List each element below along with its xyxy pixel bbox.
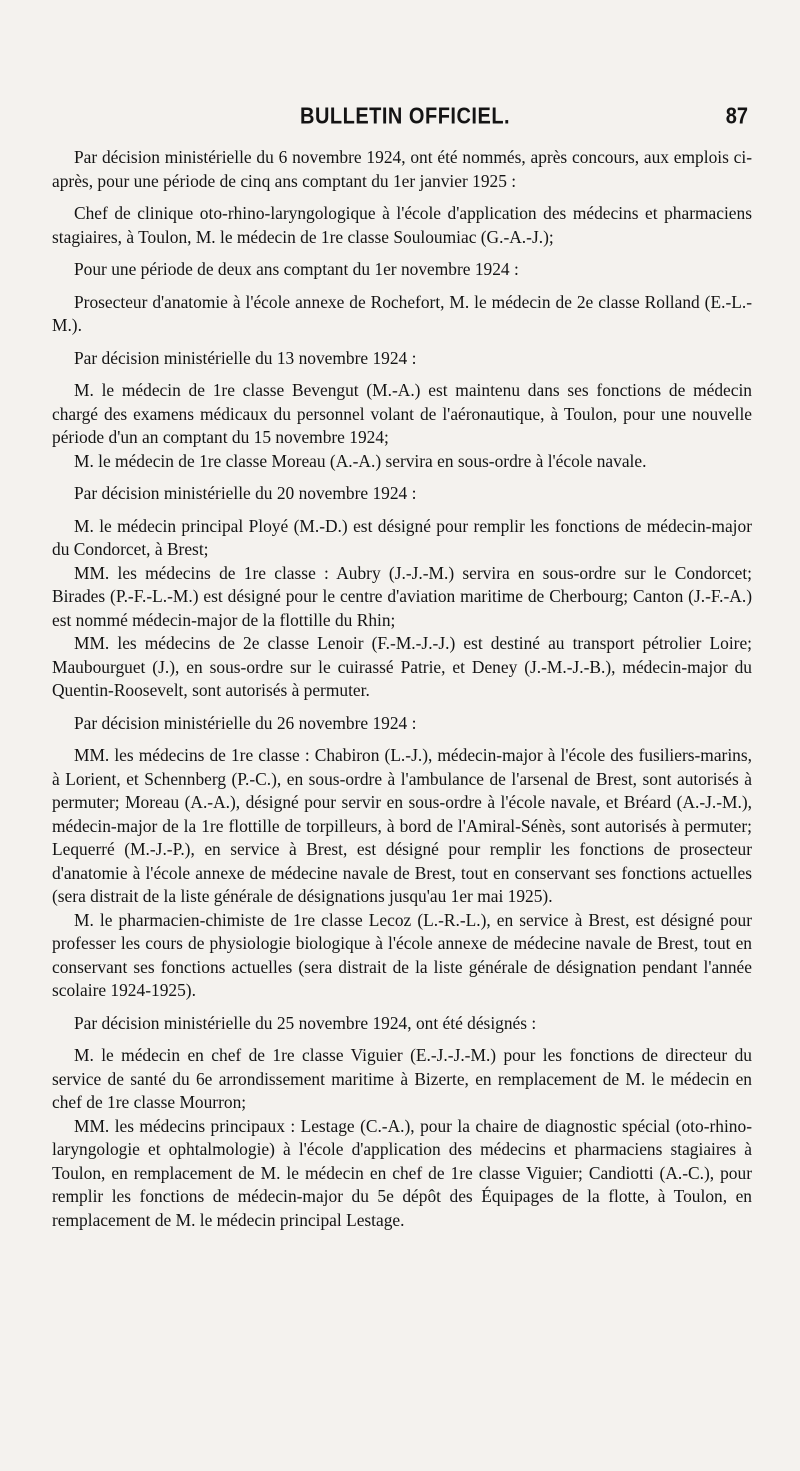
paragraph: MM. les médecins de 1re classe : Aubry (J.-J.-M.) servira en sous-ordre sur le Condorcet; Birades (P.-F.-L.-M.) est désigné pour le centre d'aviation maritime de Cherbourg; Canton (J.-F.-A.) est nommé médecin-major de la flottille du Rhin; — [52, 562, 752, 630]
paragraph: Pour une période de deux ans comptant du 1er novembre 1924 : — [74, 259, 519, 279]
paragraph: Par décision ministérielle du 6 novembre 1924, ont été nommés, après concours, aux emplois ci-après, pour une période de cinq ans comptant du 1er janvier 1925 : — [52, 147, 752, 191]
paragraph: M. le médecin de 1re classe Bevengut (M.-A.) est maintenu dans ses fonctions de médecin chargé des examens médicaux du personnel volant de l'aéronautique, à Toulon, pour une nouvelle période d'un an comptant du 15 novembre 1924; — [52, 380, 752, 447]
page-header — [50, 104, 750, 130]
paragraph: MM. les médecins de 1re classe : Chabiron (L.-J.), médecin-major à l'école des fusiliers-marins, à Lorient, et Schennberg (P.-C.), en sous-ordre à l'ambulance de l'arsenal de Brest, sont autorisés à permuter; Moreau (A.-A.), désigné pour servir en sous-ordre à l'école navale, et Bréard (A.-J.-M.), médecin-major de la 1re flottille de torpilleurs, à bord de l'Amiral-Sénès, sont autorisés à permuter; Lequerré (M.-J.-P.), en service à Brest, est désigné pour remplir les fonctions de prosecteur d'anatomie à l'école annexe de médecine navale de Brest, tout en conservant ses fonctions actuelles (sera distrait de la liste générale de désignations jusqu'au 1er mai 1925). — [52, 745, 752, 906]
decision-heading: Par décision ministérielle du 13 novembre 1924 : — [74, 347, 417, 368]
paragraph: Prosecteur d'anatomie à l'école annexe de Rochefort, M. le médecin de 2e classe Rolland (E.-L.-M.). — [52, 291, 752, 335]
paragraph: M. le pharmacien-chimiste de 1re classe Lecoz (L.-R.-L.), en service à Brest, est désigné pour professer les cours de physiologie biologique à l'école annexe de médecine navale de Brest, tout en conservant ses fonctions actuelles (sera distrait de la liste générale de désignation pendant l'année scolaire 1924-1925). — [52, 909, 752, 1000]
decision-heading: Par décision ministérielle du 20 novembre 1924 : — [74, 483, 417, 503]
paragraph: MM. les médecins de 2e classe Lenoir (F.-M.-J.-J.) est destiné au transport pétrolier Loire; Maubourguet (J.), en sous-ordre sur le cuirassé Patrie, et Deney (J.-M.-J.-B.), médecin-major du Quentin-Roosevelt, sont autorisés à permuter. — [52, 633, 752, 700]
decision-heading: Par décision ministérielle du 25 novembre 1924, ont été désignés : — [74, 1012, 537, 1033]
body-text — [52, 146, 752, 1232]
paragraph: Chef de clinique oto-rhino-laryngologique à l'école d'application des médecins et pharmaciens stagiaires, à Toulon, M. le médecin de 1re classe Souloumiac (G.-A.-J.); — [52, 203, 752, 247]
running-title: BULLETIN OFFICIEL. — [300, 104, 511, 130]
decision-heading: Par décision ministérielle du 26 novembre 1924 : — [74, 712, 417, 733]
page-number: 87 — [725, 104, 748, 130]
paragraph: M. le médecin en chef de 1re classe Viguier (E.-J.-J.-M.) pour les fonctions de directeur du service de santé du 6e arrondissement maritime à Bizerte, en remplacement de M. le médecin en chef de 1re classe Mourron; — [52, 1045, 752, 1112]
paragraph: M. le médecin principal Ployé (M.-D.) est désigné pour remplir les fonctions de médecin-major du Condorcet, à Brest; — [52, 515, 752, 559]
paragraph: MM. les médecins principaux : Lestage (C.-A.), pour la chaire de diagnostic spécial (oto-rhino-laryngologie et ophtalmologie) à l'école d'application des médecins et pharmaciens stagiaires à Toulon, en remplacement de M. le médecin en chef de 1re classe Viguier; Candiotti (A.-C.), pour remplir les fonctions de médecin-major du 5e dépôt des Équipages de la flotte, à Toulon, en remplacement de M. le médecin principal Lestage. — [52, 1115, 752, 1230]
paragraph: M. le médecin de 1re classe Moreau (A.-A.) servira en sous-ordre à l'école navale. — [74, 450, 647, 471]
